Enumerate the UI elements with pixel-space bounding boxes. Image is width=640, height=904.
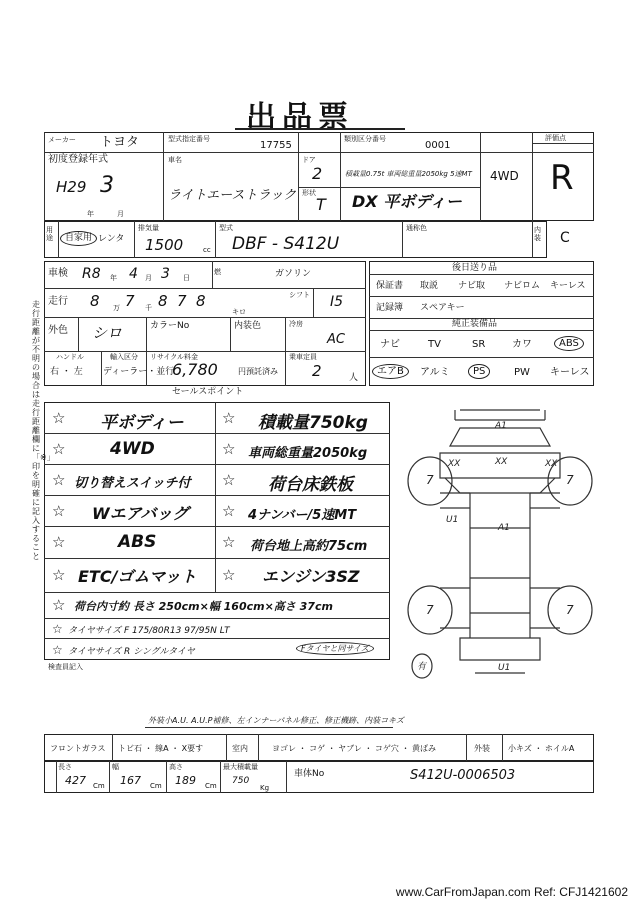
- exterior-note: 外装小A.U. A.U.P補修、左インナーパネル修正、修正機跡、内装コキズ: [148, 716, 404, 725]
- exterior-cond-value: 小キズ ・ ホイルA: [508, 744, 575, 753]
- mileage-d2: 7: [125, 292, 135, 310]
- color-no-label: カラーNo: [150, 321, 190, 331]
- paint-label: 通称色: [406, 224, 427, 232]
- vehicle-diagram: [400, 398, 600, 698]
- mileage-unit-sen: 千: [145, 304, 152, 312]
- sales-point: ETC/ゴムマット: [78, 567, 197, 586]
- fuel-value: ガソリン: [275, 269, 312, 279]
- reg-label: 初度登録年式: [48, 154, 108, 165]
- mileage-d4: 7: [177, 292, 187, 310]
- shape-label: 形状: [302, 189, 316, 197]
- doc-spare-key: スペアキー: [420, 303, 465, 313]
- seats-value: 2: [312, 362, 322, 380]
- star-icon: ☆: [52, 533, 66, 551]
- equip-sr: SR: [472, 339, 486, 350]
- seats-label: 乗車定員: [289, 353, 317, 361]
- doc-manual: 取説: [420, 281, 439, 291]
- sales-point: 4ナンバー/5速MT: [248, 508, 357, 523]
- dmg-mark: A1: [495, 421, 507, 431]
- maker-label: メーカー: [48, 136, 76, 144]
- seats-unit: 人: [349, 373, 359, 383]
- sales-point: 切り替えスイッチ付: [74, 476, 191, 491]
- color-value: シロ: [92, 324, 123, 342]
- star-icon: ☆: [52, 643, 63, 657]
- recycle-value: 6,780: [172, 360, 218, 379]
- int-color-label: 内装色: [234, 321, 262, 331]
- tire-rear: タイヤサイズ R シングルタイヤ: [68, 647, 195, 657]
- interior-cond-label: 室内: [232, 744, 248, 753]
- exterior-cond-label: 外装: [474, 744, 490, 753]
- sales-point: 荷台地上高約75cm: [250, 539, 368, 554]
- height-label: 高さ: [169, 763, 183, 771]
- dmg-mark: 7: [426, 473, 434, 487]
- disp-value: 1500: [145, 236, 184, 254]
- doors-label: ドア: [302, 156, 316, 164]
- sales-point: 平ボディー: [100, 413, 184, 433]
- side-note: 走行距離が不明の場合は走行距離欄に「※」印を明確に記入すること: [32, 300, 55, 561]
- sales-point: 4WD: [110, 439, 155, 459]
- equip-header: 純正装備品: [452, 319, 498, 329]
- maker-value: トヨタ: [100, 135, 140, 150]
- equip-tv: TV: [428, 339, 441, 350]
- km-unit: キロ: [232, 308, 246, 316]
- interior-label: 内装: [534, 226, 541, 242]
- title-underline: [235, 128, 405, 130]
- import-value: ディーラー・並行: [103, 367, 175, 377]
- cargo-dims: 荷台内寸約 長さ 250cm×幅 160cm×高さ 37cm: [74, 600, 333, 613]
- car-name-label: 車名: [168, 156, 182, 164]
- mileage-d1: 8: [90, 292, 100, 310]
- max-load-value: 750: [232, 776, 250, 786]
- star-icon: ☆: [222, 409, 236, 427]
- grade-value: R: [550, 158, 574, 198]
- use-rent: レンタ: [98, 234, 125, 244]
- height-value: 189: [175, 774, 196, 787]
- dmg-mark: 7: [566, 603, 574, 617]
- star-icon: ☆: [52, 471, 66, 489]
- dmg-mark: XX: [448, 459, 461, 469]
- star-icon: ☆: [52, 409, 66, 427]
- max-load-unit: Kg: [260, 784, 270, 792]
- mileage-label: 走行: [48, 296, 68, 307]
- fuel-label: 燃: [214, 268, 221, 276]
- width-label: 幅: [112, 763, 119, 771]
- shift-value: I5: [330, 294, 344, 310]
- star-icon: ☆: [52, 596, 66, 614]
- length-value: 427: [65, 774, 86, 787]
- docs-header: 後日送り品: [452, 263, 498, 273]
- equip-leather: カワ: [512, 339, 532, 350]
- star-icon: ☆: [52, 440, 66, 458]
- length-unit: Cm: [93, 782, 105, 790]
- dmg-mark: XX: [495, 457, 508, 467]
- interior-grade: C: [560, 230, 570, 246]
- grade-text: DX 平ボディー: [352, 192, 462, 211]
- width-value: 167: [120, 774, 141, 787]
- dmg-mark: 有: [417, 662, 427, 672]
- equip-alloy: アルミ: [420, 367, 450, 378]
- equip-ps: PS: [468, 364, 490, 379]
- ac-value: AC: [327, 332, 345, 347]
- shift-label: シフト: [289, 291, 310, 299]
- front-glass-label: フロントガラス: [50, 744, 106, 753]
- use-label: 用途: [46, 226, 53, 242]
- sales-point: ABS: [118, 532, 157, 552]
- doc-navi-manual: ナビ取: [458, 281, 486, 291]
- doc-records-label: 記録簿: [376, 303, 404, 313]
- star-icon: ☆: [222, 566, 236, 584]
- shaken-month: 4: [129, 266, 138, 282]
- grade-label: 評価点: [545, 134, 566, 142]
- max-load-label: 最大積載量: [223, 763, 258, 771]
- mileage-d5: 8: [196, 292, 206, 310]
- dmg-mark: 7: [426, 603, 434, 617]
- sales-point: 積載量750kg: [258, 413, 368, 433]
- height-unit: Cm: [205, 782, 217, 790]
- shaken-unit-year: 年: [110, 274, 117, 282]
- shape-value: T: [316, 195, 326, 214]
- equip-pw: PW: [514, 367, 530, 378]
- drive-value: 4WD: [490, 169, 519, 183]
- chassis-label: 車体No: [294, 769, 325, 779]
- star-icon: ☆: [222, 533, 236, 551]
- star-icon: ☆: [222, 471, 236, 489]
- equip-airbag: エアB: [372, 364, 409, 379]
- handle-value: 右 ・ 左: [50, 367, 83, 377]
- type-label: 型式: [219, 224, 233, 232]
- reg-month: 3: [100, 173, 114, 198]
- color-label: 外色: [48, 325, 68, 336]
- sales-frame: [44, 402, 390, 660]
- star-icon: ☆: [52, 566, 66, 584]
- import-label: 輸入区分: [110, 353, 138, 361]
- load-spec: 積載量0.75t 車両総重量2050kg 5速MT: [345, 170, 472, 178]
- use-own: 自家用: [60, 231, 97, 246]
- handle-label: ハンドル: [56, 353, 84, 361]
- model-code-value: 17755: [260, 140, 292, 151]
- shaken-year: R8: [82, 266, 101, 282]
- front-glass-value: トビ石 ・ 線A ・ X要す: [118, 744, 204, 753]
- chassis-value: S412U-0006503: [410, 768, 516, 783]
- recycle-label: リサイクル料金: [150, 353, 199, 361]
- dmg-mark: XX: [545, 459, 558, 469]
- length-label: 長さ: [58, 763, 72, 771]
- star-icon: ☆: [52, 502, 66, 520]
- doors-value: 2: [312, 164, 323, 183]
- mileage-unit-man: 万: [113, 304, 120, 312]
- doc-navi-rom: ナビロム: [504, 281, 541, 291]
- shaken-unit-month: 月: [145, 274, 152, 282]
- car-name-value: ライトエーストラック: [168, 188, 297, 203]
- equip-navi: ナビ: [380, 339, 400, 350]
- year-unit: 年: [87, 210, 94, 218]
- footer-ref: www.CarFromJapan.com Ref: CFJ1421602: [395, 885, 628, 899]
- recycle-note: 円預託済み: [238, 367, 278, 376]
- inspector-label: 検査員記入: [48, 663, 83, 671]
- star-icon: ☆: [52, 622, 63, 636]
- model-code-label: 型式指定番号: [168, 135, 210, 143]
- page-title: 出品票: [246, 100, 354, 135]
- sales-point: 車両総重量2050kg: [248, 446, 368, 461]
- dmg-mark: A1: [498, 523, 510, 533]
- equip-abs: ABS: [554, 336, 584, 351]
- sales-header: セールスポイント: [172, 387, 244, 397]
- class-value: 0001: [425, 140, 451, 151]
- class-label: 類別区分番号: [344, 135, 386, 143]
- ac-label: 冷房: [289, 320, 303, 328]
- cc-unit: cc: [203, 246, 211, 254]
- type-value: DBF - S412U: [232, 234, 340, 254]
- star-icon: ☆: [222, 502, 236, 520]
- star-icon: ☆: [222, 440, 236, 458]
- tire-front: タイヤサイズ F 175/80R13 97/95N LT: [68, 626, 230, 636]
- tire-note: Fタイヤと同サイズ: [296, 642, 374, 655]
- sales-point: Wエアバッグ: [92, 504, 189, 523]
- dmg-mark: U1: [498, 663, 511, 673]
- shaken-unit-day: 日: [183, 274, 190, 282]
- shaken-label: 車検: [48, 268, 68, 279]
- shaken-day: 3: [161, 266, 170, 282]
- width-unit: Cm: [150, 782, 162, 790]
- sales-point: 荷台床鉄板: [268, 475, 353, 495]
- equip-keyless: キーレス: [550, 367, 590, 378]
- doc-keyless: キーレス: [550, 281, 586, 291]
- disp-label: 排気量: [138, 224, 159, 232]
- month-unit: 月: [117, 210, 124, 218]
- dmg-mark: 7: [566, 473, 574, 487]
- mileage-d3: 8: [158, 292, 168, 310]
- doc-warranty: 保証書: [376, 281, 404, 291]
- sales-point: エンジン3SZ: [262, 567, 360, 586]
- interior-cond-value: ヨゴレ ・ コゲ ・ ヤブレ ・ コゲ穴 ・ 黄ばみ: [272, 744, 437, 753]
- reg-era: H29: [56, 178, 87, 196]
- dmg-mark: U1: [446, 515, 459, 525]
